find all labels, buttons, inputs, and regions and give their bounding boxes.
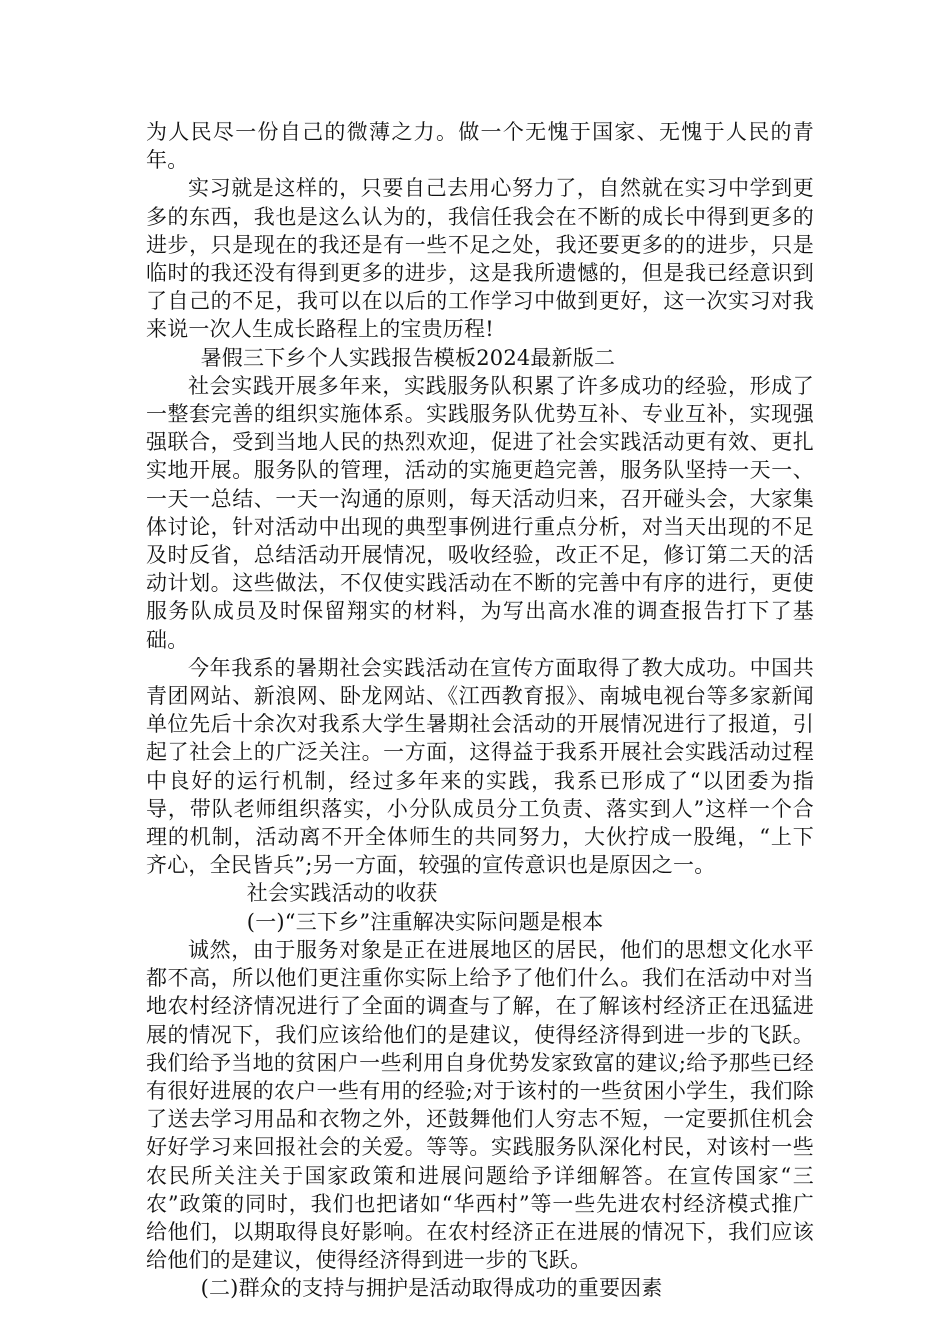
heading-point-two: (二)群众的支持与拥护是活动取得成功的重要因素 [200,1276,663,1301]
section-title: 暑假三下乡个人实践报告模板2024最新版二 [200,345,616,370]
paragraph-service-team-experience: 社会实践开展多年来，实践服务队积累了许多成功的经验，形成了一整套完善的组织实施体系。实践服务队优势互补、专业互补，实现强强联合，受到当地人民的热烈欢迎，促进了社会实践活动更有效、更扎实地开展。服务队的管理，活动的实施更趋完善，服务队坚持一天一、一天一总结、一天一沟通的原则，每天活动归来，召开碰头会，大家集体讨论，针对活动中出现的典型事例进行重点分析，对当天出现的不足及时反省，总结活动开展情况，吸收经验，改正不足，修订第二天的活动计划。这些做法，不仅使实践活动在不断的完善中有序的进行，更使服务队成员及时保留翔实的材料，为写出高水准的调查报告打下了基础。 [146,373,814,652]
document-body [146,118,814,1303]
paragraph-practical-problems: 诚然，由于服务对象是正在进展地区的居民，他们的思想文化水平都不高，所以他们更注重你实际上给予了他们什么。我们在活动中对当地农村经济情况进行了全面的调查与了解，在了解该村经济正在迅猛进展的情况下，我们应该给他们的是建议，使得经济得到进一步的飞跃。我们给予当地的贫困户一些利用自身优势发家致富的建议;给予那些已经有很好进展的农户一些有用的经验;对于该村的一些贫困小学生，我们除了送去学习用品和衣物之外，还鼓舞他们人穷志不短，一定要抓住机会好好学习来回报社会的关爱。等等。实践服务队深化村民，对该村一些农民所关注关于国家政策和进展问题给予详细解答。在宣传国家“三农”政策的同时，我们也把诸如“华西村”等一些先进农村经济模式推广给他们，以期取得良好影响。在农村经济正在进展的情况下，我们应该给他们的是建议，使得经济得到进一步的飞跃。 [146,937,814,1273]
heading-activity-gains: 社会实践活动的收获 [246,881,438,906]
paragraph-publicity-success: 今年我系的暑期社会实践活动在宣传方面取得了教大成功。中国共青团网站、新浪网、卧龙网站、《江西教育报》、南城电视台等多家新闻单位先后十余次对我系大学生暑期社会活动的开展情况进行了报道，引起了社会上的广泛关注。一方面，这得益于我系开展社会实践活动过程中良好的运行机制，经过多年来的实践，我系已形成了“以团委为指导，带队老师组织落实，小分队成员分工负责、落实到人”这样一个合理的机制，活动离不开全体师生的共同努力，大伙拧成一股绳，“上下齐心，全民皆兵”;另一方面，较强的宣传意识也是原因之一。 [146,655,814,878]
heading-point-one: (一)“三下乡”注重解决实际问题是根本 [246,909,604,934]
paragraph-internship-reflection: 实习就是这样的，只要自己去用心努力了，自然就在实习中学到更多的东西，我也是这么认为的，我信任我会在不断的成长中得到更多的进步，只是现在的我还是有一些不足之处，我还要更多的的进步，只是临时的我还没有得到更多的进步，这是我所遗憾的，但是我已经意识到了自己的不足，我可以在以后的工作学习中做到更好，这一次实习对我来说一次人生成长路程上的宝贵历程! [146,176,814,342]
paragraph-continuation: 为人民尽一份自己的微薄之力。做一个无愧于国家、无愧于人民的青年。 [146,120,814,173]
